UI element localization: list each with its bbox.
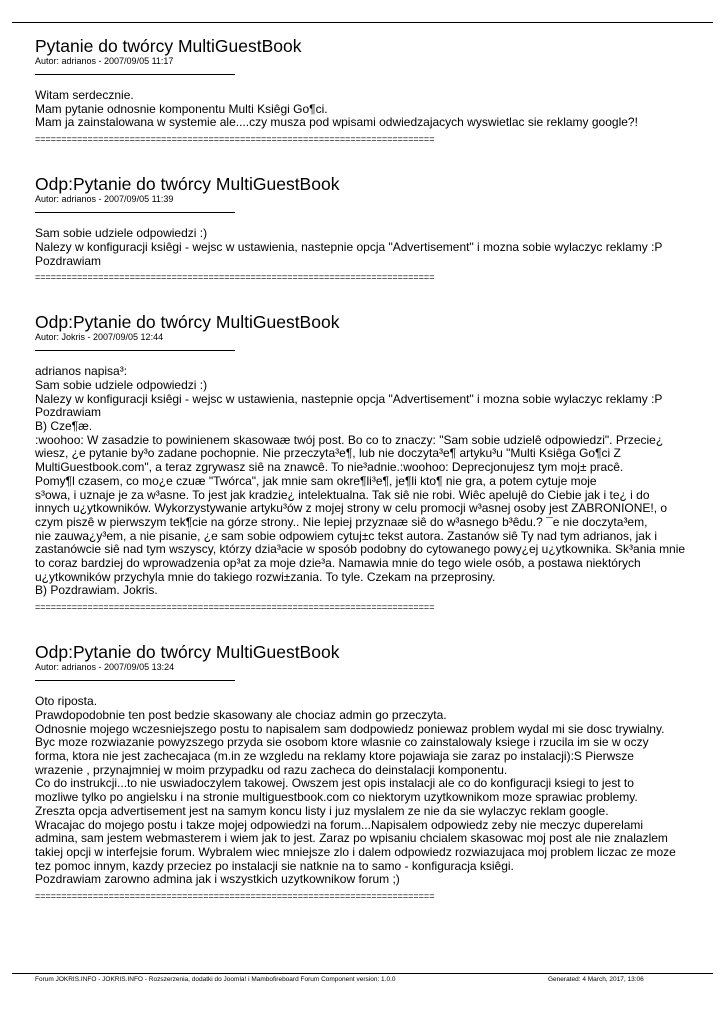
- post: [35, 313, 695, 612]
- meta-divider: [35, 680, 235, 681]
- post-title: Pytanie do twórcy MultiGuestBook: [35, 36, 302, 56]
- post-body: adrianos napisa³: Sam sobie udziele odpowiedzi :) Nalezy w konfiguracji ksiêgi - wejsc w ustawienia, nastepnie opcja "Advertisement" i mozna sobie wylaczyc reklamy :P Pozdrawiam B) Cze¶æ. :woohoo: W zasadzie to powinienem skasowaæ twój post. Bo co to znaczy: "Sam sobie udzielê odpowiedzi". Przecie¿ wiesz, ¿e pytanie by³o zadane pochopnie. Nie przeczyta³e¶, lub nie doczyta³e¶ artyku³u "Multi Ksiêga Go¶ci Z MultiGuestbook.com", a teraz zgrywasz siê na znawcê. To nie³adnie.:woohoo: Deprecjonujesz tym moj± pracê. Pomy¶l czasem, co mo¿e czuæ "Twórca", jak mnie sam okre¶li³e¶, je¶li kto¶ nie gra, a potem cytuje moje s³owa, i uznaje je za w³asne. To jest jak kradzie¿ intelektualna. Tak siê nie robi. Wiêc apelujê do Ciebie jak i te¿ i do innych u¿ytkowników. Wykorzystywanie artyku³ów z mojej strony w celu promocji w³asnej osoby jest ZABRONIONE!, o czym piszê w pierwszym tek¶cie na górze strony.. Nie lepiej przyznaæ siê do w³asnego b³êdu.? ¯e nie doczyta³em, nie zauwa¿y³em, a nie pisanie, ¿e sam sobie odpowiem cytuj±c tekst autora. Zastanów siê Ty nad tym adrianos, jak i zastanówcie siê nad tym wszyscy, którzy dzia³acie w sposób podobny do cytowanego powy¿ej u¿ytkownika. Sk³ania mnie to coraz bardziej do wprowadzenia op³at za moje dzie³a. Namawia mnie do tego wiele osób, a postawa niektórych u¿ytkowników przychyla mnie do takiego rozwi±zania. To tyle. Czekam na przeprosiny. B) Pozdrawiam. Jokris.: [35, 364, 686, 598]
- post-author-date: Autor: Jokris - 2007/09/05 12:44: [35, 332, 164, 343]
- post-separator: ============================================================================: [35, 134, 435, 145]
- meta-divider: [35, 350, 235, 351]
- post: [35, 37, 695, 144]
- footer-rule: [12, 973, 713, 974]
- post-body: Witam serdecznie. Mam pytanie odnosnie komponentu Multi Ksiêgi Go¶ci. Mam ja zainstalowana w systemie ale....czy musza pod wpisami odwiedzajacych wyswietlac sie reklamy google?!: [35, 88, 638, 130]
- post-title: Odp:Pytanie do twórcy MultiGuestBook: [35, 174, 340, 195]
- meta-divider: [35, 74, 235, 75]
- post-title: Odp:Pytanie do twórcy MultiGuestBook: [35, 312, 340, 333]
- post: [35, 643, 695, 901]
- post-separator: ============================================================================: [35, 272, 435, 283]
- post-separator: ============================================================================: [35, 602, 435, 613]
- meta-divider: [35, 212, 235, 213]
- post-body: Oto riposta. Prawdopodobnie ten post bedzie skasowany ale chociaz admin go przeczyta. Odnosnie mojego wczesniejszego postu to napisalem sam dodpowiedz poniewaz problem wydal mi sie dosc trywialny. Byc moze rozwiazanie powyzszego przyda sie osobom ktore wlasnie co zainstalowaly ksiege i rzucila im sie w oczy forma, ktora nie jest zachecajaca (m.in ze wzgledu na reklamy ktore pojawiaja sie zaraz po instalacji):S Pierwsze wrazenie , przynajmniej w moim przypadku od razu zacheca do deinstalacji komponentu. Co do instrukcji...to nie uswiadoczylem takowej. Owszem jest opis instalacji ale co do konfiguracji ksiegi to jest to mozliwe tylko po angielsku i na stronie multiguestbook.com co niektorym uzytkownikom moze sprawiac problemy. Zreszta opcja advertisement jest na samym koncu listy i juz myslalem ze nie da sie wylaczyc reklam google. Wracajac do mojego postu i takze mojej odpowiedzi na forum...Napisalem odpowiedz zeby nie meczyc duperelami admina, sam jestem webmasterem i wiem jak to jest. Zaraz po wpisaniu chcialem skasowac moj post ale nie znalazlem takiej opcji w interfejsie forum. Wybralem wiec mniejsze zlo i dalem odpowiedz rozwiazujaca moj problem liczac ze moze tez pomoc innym, kazdy przeciez po instalacji sie natknie na to samo - konfiguracja ksiêgi. Pozdrawiam zarowno admina jak i wszystkich uzytkownikow forum ;): [35, 694, 676, 887]
- post-author-date: Autor: adrianos - 2007/09/05 11:39: [35, 194, 174, 205]
- post-body: Sam sobie udziele odpowiedzi :) Nalezy w konfiguracji ksiêgi - wejsc w ustawienia, nastepnie opcja "Advertisement" i mozna sobie wylaczyc reklamy :P Pozdrawiam: [35, 226, 663, 268]
- post: [35, 175, 695, 282]
- post-author-date: Autor: adrianos - 2007/09/05 11:17: [35, 56, 174, 66]
- footer-generated-date: Generated: 4 March, 2017, 13:06: [548, 976, 644, 983]
- footer-forum-info: Forum JOKRIS.INFO - JOKRIS.INFO - Rozszerzenia, dodatki do Joomla! i Mambofireboard Forum Component version: 1.0.0: [35, 976, 396, 983]
- post-separator: ============================================================================: [35, 891, 435, 902]
- thread: [35, 37, 695, 901]
- header-rule: [12, 22, 713, 23]
- post-title: Odp:Pytanie do twórcy MultiGuestBook: [35, 642, 340, 663]
- post-author-date: Autor: adrianos - 2007/09/05 13:24: [35, 662, 175, 673]
